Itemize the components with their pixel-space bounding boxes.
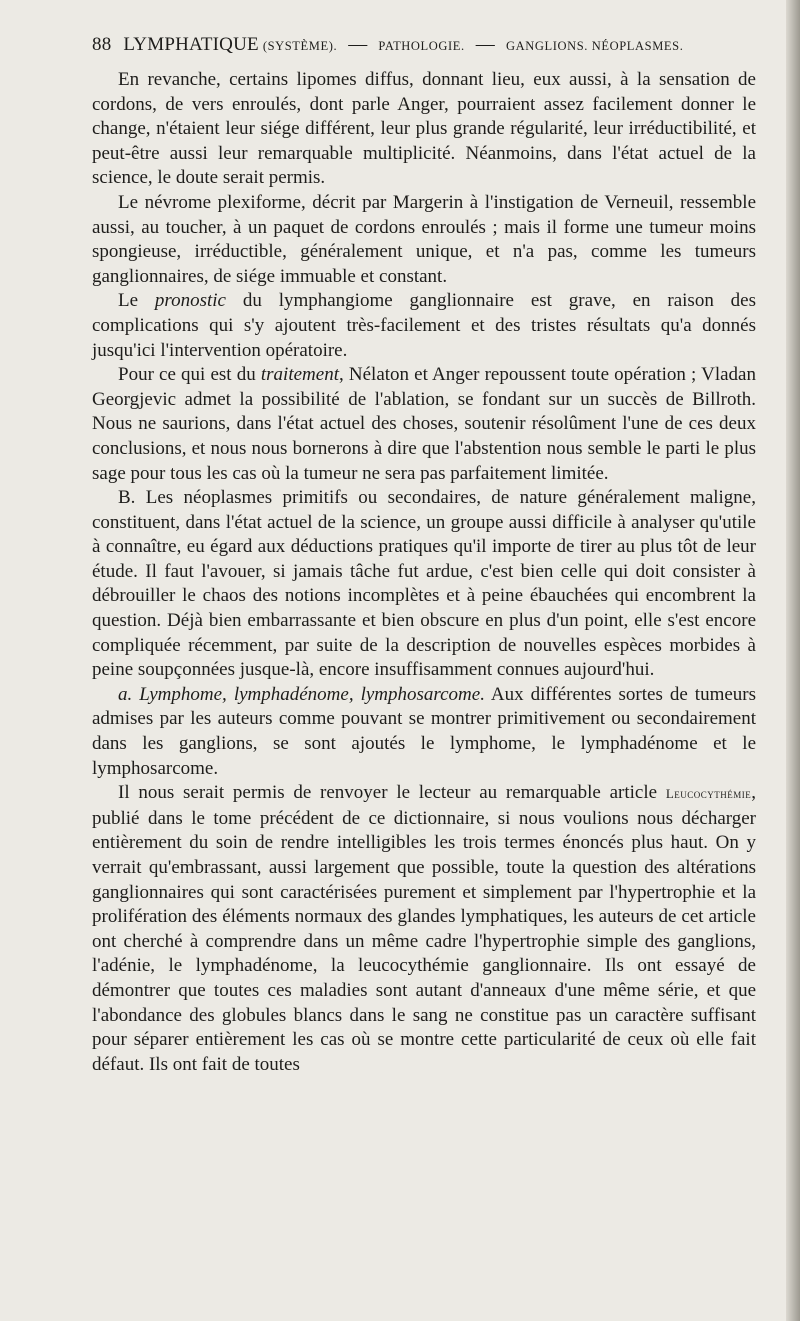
italic-term: traitement xyxy=(260,364,339,386)
header-title: LYMPHATIQUE xyxy=(123,34,259,55)
page-body xyxy=(92,68,756,1077)
article-reference: Leucocythémie xyxy=(665,786,752,802)
italic-term: pronostic xyxy=(154,290,226,312)
paragraph-nevrome: Le névrome plexiforme, décrit par Margerin à l'instigation de Verneuil, ressemble aussi, au toucher, à un paquet de cordons enroulés ; mais il forme une tumeur moins spongieuse, irréductible, généralement unique, et n'a pas, comme les tumeurs ganglionnaires, de siége immuable et constant. xyxy=(92,191,756,287)
header-section: PATHOLOGIE. xyxy=(378,39,465,53)
text-run: Le xyxy=(118,290,155,312)
text-run: , Nélaton et Anger repoussent toute opération ; Vladan Georgjevic admet la possibilité de l'ablation, se fondant sur un succès de Billroth. Nous ne saurions, dans l'état actuel des choses, soutenir résolûment l'une de ces deux conclusions, et nous nous bornerons à dire que l'abstention nous semble le parti le plus sage pour tous les cas où la tumeur ne sera pas parfaitement limitée. xyxy=(92,364,756,484)
header-dash: — xyxy=(475,34,495,55)
text-run: Pour ce qui est du xyxy=(118,364,261,386)
header-subsection: GANGLIONS. NÉOPLASMES. xyxy=(505,39,684,53)
italic-heading: a. Lymphome, lymphadénome, lymphosarcome. xyxy=(118,683,485,705)
paragraph-lymphome xyxy=(92,683,756,781)
paragraph-pronostic xyxy=(92,289,756,363)
header-dash: — xyxy=(348,34,368,55)
text-run: du lymphangiome ganglionnaire est grave, en raison des complications qui s'y ajoutent très-facilement et des tristes résultats qu'a donnés jusqu'ici l'intervention opératoire. xyxy=(92,290,757,361)
text-run: , publié dans le tome précédent de ce dictionnaire, si nous voulions nous décharger entièrement du soin de rendre intelligibles les trois termes énoncés plus haut. On y verrait qu'embrassant, aussi largement que possible, toute la question des altérations ganglionnaires qui sont caractérisées purement et simplement par l'hypertrophie et la prolifération des éléments normaux des glandes lymphatiques, les auteurs de cet article ont cherché à comprendre dans un même cadre l'hypertrophie simple des ganglions, l'adénie, le lymphadénome, la leucocythémie ganglionnaire. Ils ont essayé de démontrer que toutes ces maladies sont autant d'anneaux d'une même série, et que l'abondance des globules blancs dans le sang ne constitue pas un caractère suffisant pour séparer entièrement les cas où se montre cette particularité de ceux où elle fait défaut. Ils ont fait de toutes xyxy=(92,782,756,1075)
paragraph-lipomes: En revanche, certains lipomes diffus, donnant lieu, eux aussi, à la sensation de cordons, de vers enroulés, dont parle Anger, pourraient assez facilement donner le change, n'étaient leur siége différent, leur plus grande régularité, leur irréductibilité, et peut-être aussi leur remarquable multiplicité. Néanmoins, dans l'état actuel de la science, le doute serait permis. xyxy=(92,69,756,189)
running-header xyxy=(92,34,756,62)
paragraph-leucocythemie xyxy=(92,781,756,1077)
header-subtitle: (SYSTÈME). xyxy=(262,39,338,53)
paragraph-traitement xyxy=(92,363,756,486)
page-number: 88 xyxy=(92,34,112,55)
text-run: Il nous serait permis de renvoyer le lecteur au remarquable article xyxy=(118,782,666,804)
paragraph-neoplasmes: B. Les néoplasmes primitifs ou secondaires, de nature généralement maligne, constituent, dans l'état actuel de la science, un groupe aussi difficile à analyser qu'utile à connaître, eu égard aux déductions pratiques qu'il importe de tirer au plus tôt de leur étude. Il faut l'avouer, si jamais tâche fut ardue, c'est bien celle qui doit consister à débrouiller le chaos des notions incomplètes et à peine ébauchées qui encombrent la question. Déjà bien embarrassante et bien obscure en plus d'un point, elle s'est encore compliquée récemment, par suite de la description de nouvelles espèces morbides à peine soupçonnées jusque-là, encore insuffisamment connues aujourd'hui. xyxy=(92,487,756,681)
text-run: Aux différentes sortes de tumeurs admises par les auteurs comme pouvant se montrer primitivement ou secondairement dans les ganglions, se sont ajoutés le lymphome, le lymphadénome et le lymphosarcome. xyxy=(92,683,756,779)
page-gutter-shadow xyxy=(786,0,800,1321)
